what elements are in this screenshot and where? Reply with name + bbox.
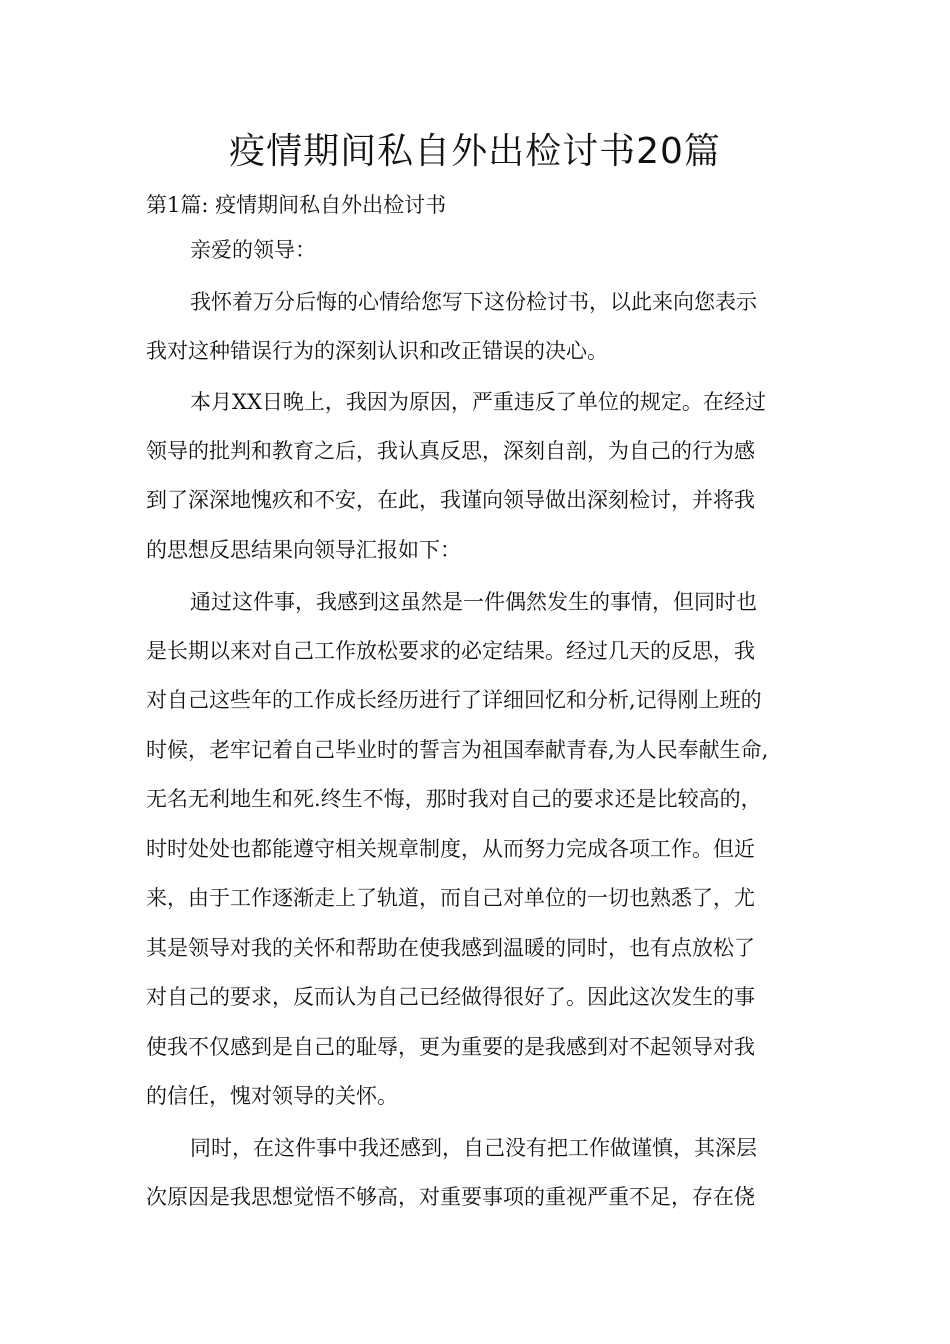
text-line: 本月XX日晚上，我因为原因，严重违反了单位的规定。在经过 — [190, 390, 766, 414]
salutation: 亲爱的领导： — [190, 238, 316, 262]
text-line: 我怀着万分后悔的心情给您写下这份检讨书，以此来向您表示 — [190, 290, 757, 314]
text-line: 无名无利地生和死.终生不悔，那时我对自己的要求还是比较高的， — [146, 787, 762, 811]
text-line: 其是领导对我的关怀和帮助在使我感到温暖的同时，也有点放松了 — [146, 936, 755, 960]
text-line: 领导的批判和教育之后，我认真反思，深刻自剖，为自己的行为感 — [146, 439, 755, 463]
text-line: 的思想反思结果向领导汇报如下： — [146, 538, 461, 562]
text-line: 的信任，愧对领导的关怀。 — [146, 1084, 398, 1108]
text-line: 时时处处也都能遵守相关规章制度，从而努力完成各项工作。但近 — [146, 837, 755, 861]
text-line: 我对这种错误行为的深刻认识和改正错误的决心。 — [146, 339, 608, 363]
text-line: 使我不仅感到是自己的耻辱，更为重要的是我感到对不起领导对我 — [146, 1035, 755, 1059]
document-title: 疫情期间私自外出检讨书20篇 — [229, 131, 721, 172]
text-line: 到了深深地愧疚和不安，在此，我谨向领导做出深刻检讨，并将我 — [146, 488, 755, 512]
text-line: 是长期以来对自己工作放松要求的必定结果。经过几天的反思，我 — [146, 639, 755, 663]
text-line: 次原因是我思想觉悟不够高，对重要事项的重视严重不足，存在侥 — [146, 1185, 755, 1209]
text-line: 对自己这些年的工作成长经历进行了详细回忆和分析,记得刚上班的 — [146, 688, 762, 712]
text-line: 时候，老牢记着自己毕业时的誓言为祖国奉献青春,为人民奉献生命, — [146, 738, 769, 762]
text-line: 同时，在这件事中我还感到，自己没有把工作做谨慎，其深层 — [190, 1136, 757, 1160]
text-line: 对自己的要求，反而认为自己已经做得很好了。因此这次发生的事 — [146, 985, 755, 1009]
text-line: 来，由于工作逐渐走上了轨道，而自己对单位的一切也熟悉了，尤 — [146, 886, 755, 910]
text-line: 通过这件事，我感到这虽然是一件偶然发生的事情，但同时也 — [190, 590, 757, 614]
chapter-heading: 第1篇: 疫情期间私自外出检讨书 — [146, 193, 447, 217]
